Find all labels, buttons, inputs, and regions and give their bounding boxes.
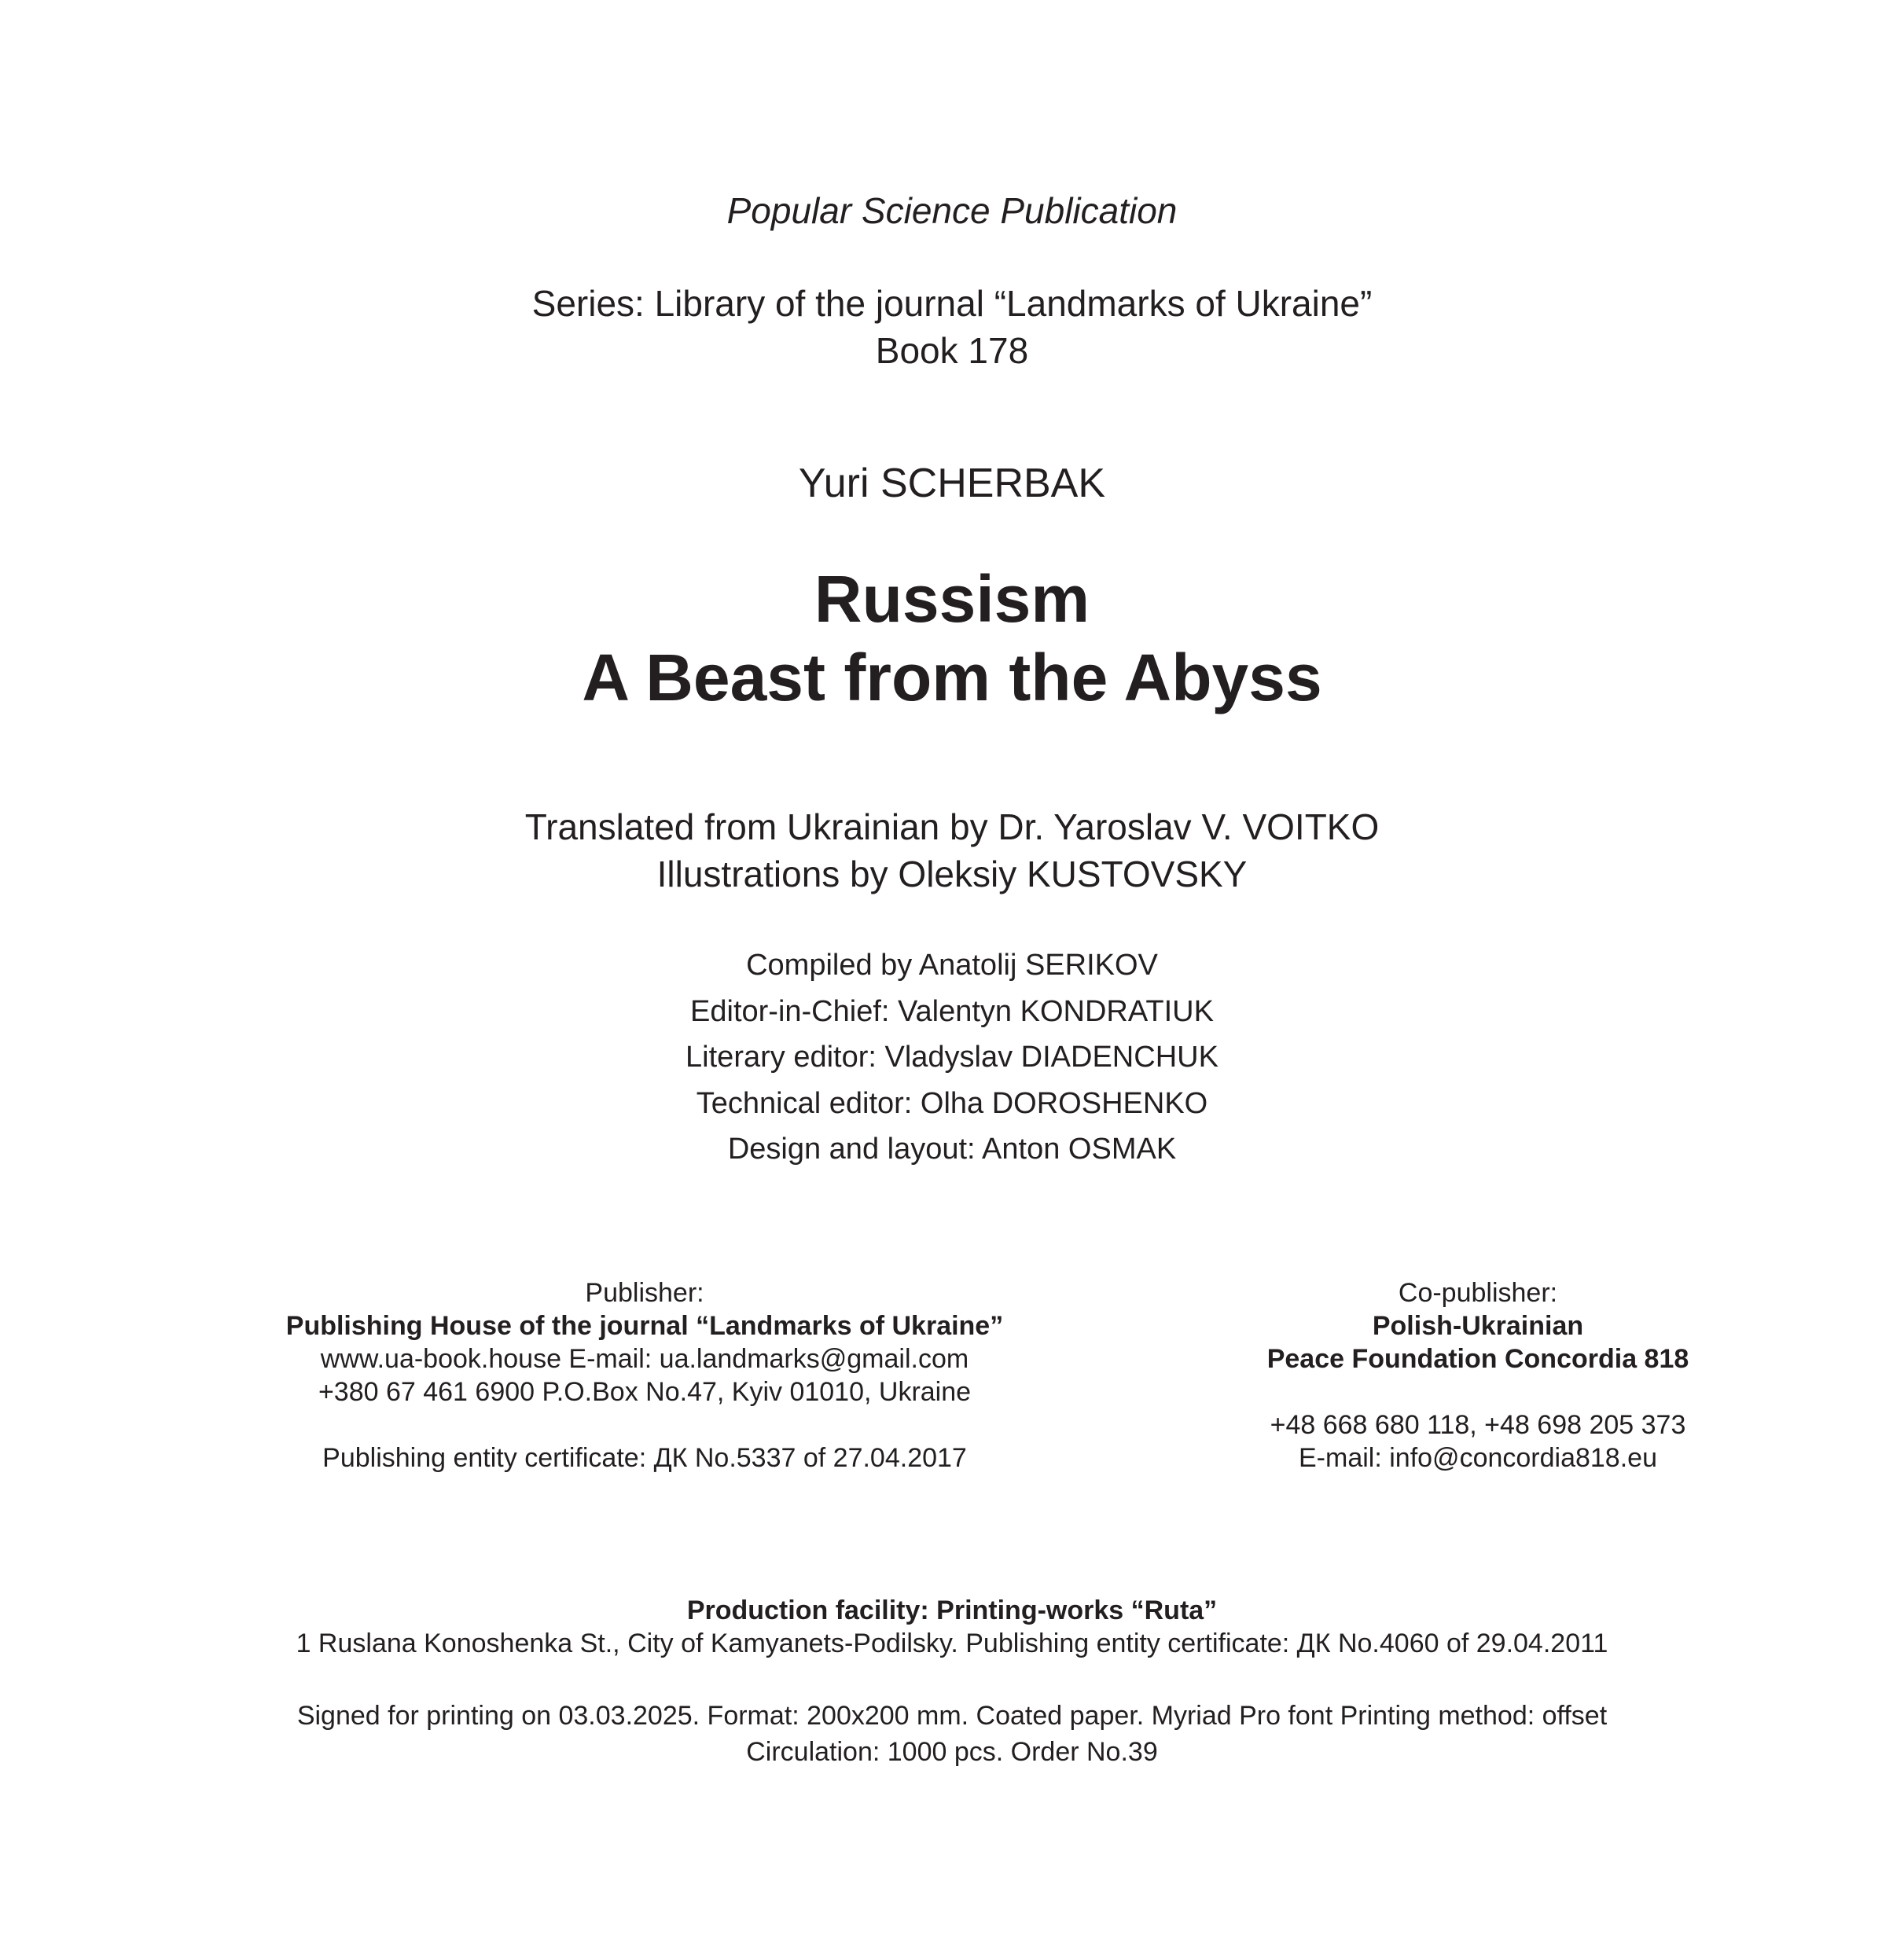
genre-text: Popular Science Publication xyxy=(726,190,1178,231)
production-facility xyxy=(0,1594,1904,1660)
title-line-2: A Beast from the Abyss xyxy=(582,641,1322,714)
printing-specs: Signed for printing on 03.03.2025. Format: 200x200 mm. Coated paper. Myriad Pro font Printing method: offset xyxy=(296,1701,1608,1731)
book-number: Book 178 xyxy=(875,330,1029,371)
title-line-1: Russism xyxy=(814,562,1090,636)
copublisher-name-line-1: Polish-Ukrainian xyxy=(1372,1311,1584,1341)
copublisher-phones: +48 668 680 118, +48 698 205 373 xyxy=(1270,1410,1686,1440)
circulation-order: Circulation: 1000 pcs. Order No.39 xyxy=(746,1737,1158,1767)
credit-editor-in-chief: Editor-in-Chief: Valentyn KONDRATIUK xyxy=(690,994,1214,1028)
series-info xyxy=(0,280,1904,374)
publisher-block xyxy=(252,1276,1038,1474)
credit-literary-editor: Literary editor: Vladyslav DIADENCHUK xyxy=(686,1041,1218,1074)
editorial-credits xyxy=(0,942,1904,1173)
copublisher-spacer xyxy=(1226,1375,1729,1408)
copublisher-block xyxy=(1226,1276,1729,1474)
credit-design-layout: Design and layout: Anton OSMAK xyxy=(727,1133,1177,1166)
genre-label xyxy=(0,187,1904,234)
copublisher-name-line-2: Peace Foundation Concordia 818 xyxy=(1266,1344,1689,1374)
book-title xyxy=(0,560,1904,717)
translation-credits xyxy=(0,803,1904,898)
illustrator: Illustrations by Oleksiy KUSTOVSKY xyxy=(656,854,1248,894)
credit-compiler: Compiled by Anatolij SERIKOV xyxy=(746,949,1158,982)
production-title: Production facility: Printing-works “Ruta” xyxy=(686,1596,1218,1625)
publisher-web-email: www.ua-book.house E-mail: ua.landmarks@gmail.com xyxy=(320,1344,969,1374)
credit-technical-editor: Technical editor: Olha DOROSHENKO xyxy=(696,1086,1208,1120)
publisher-phone-address: +380 67 461 6900 P.O.Box No.47, Kyiv 01010, Ukraine xyxy=(318,1377,972,1407)
translator: Translated from Ukrainian by Dr. Yaroslav V. VOITKO xyxy=(524,806,1380,847)
author-name: Yuri SCHERBAK xyxy=(798,461,1106,506)
publisher-certificate: Publishing entity certificate: ДК No.5337 of 27.04.2017 xyxy=(322,1443,967,1473)
publisher-spacer xyxy=(252,1408,1038,1441)
author xyxy=(0,456,1904,511)
publisher-name: Publishing House of the journal “Landmarks of Ukraine” xyxy=(285,1311,1004,1341)
printing-details xyxy=(0,1698,1904,1770)
production-address: 1 Ruslana Konoshenka St., City of Kamyanets-Podilsky. Publishing entity certificate: ДК No.4060 of 29.04.2011 xyxy=(296,1629,1608,1658)
copublisher-email: E-mail: info@concordia818.eu xyxy=(1299,1443,1657,1473)
series-name: Series: Library of the journal “Landmarks of Ukraine” xyxy=(531,283,1373,324)
publisher-label: Publisher: xyxy=(585,1278,704,1308)
copublisher-label: Co-publisher: xyxy=(1398,1278,1558,1308)
